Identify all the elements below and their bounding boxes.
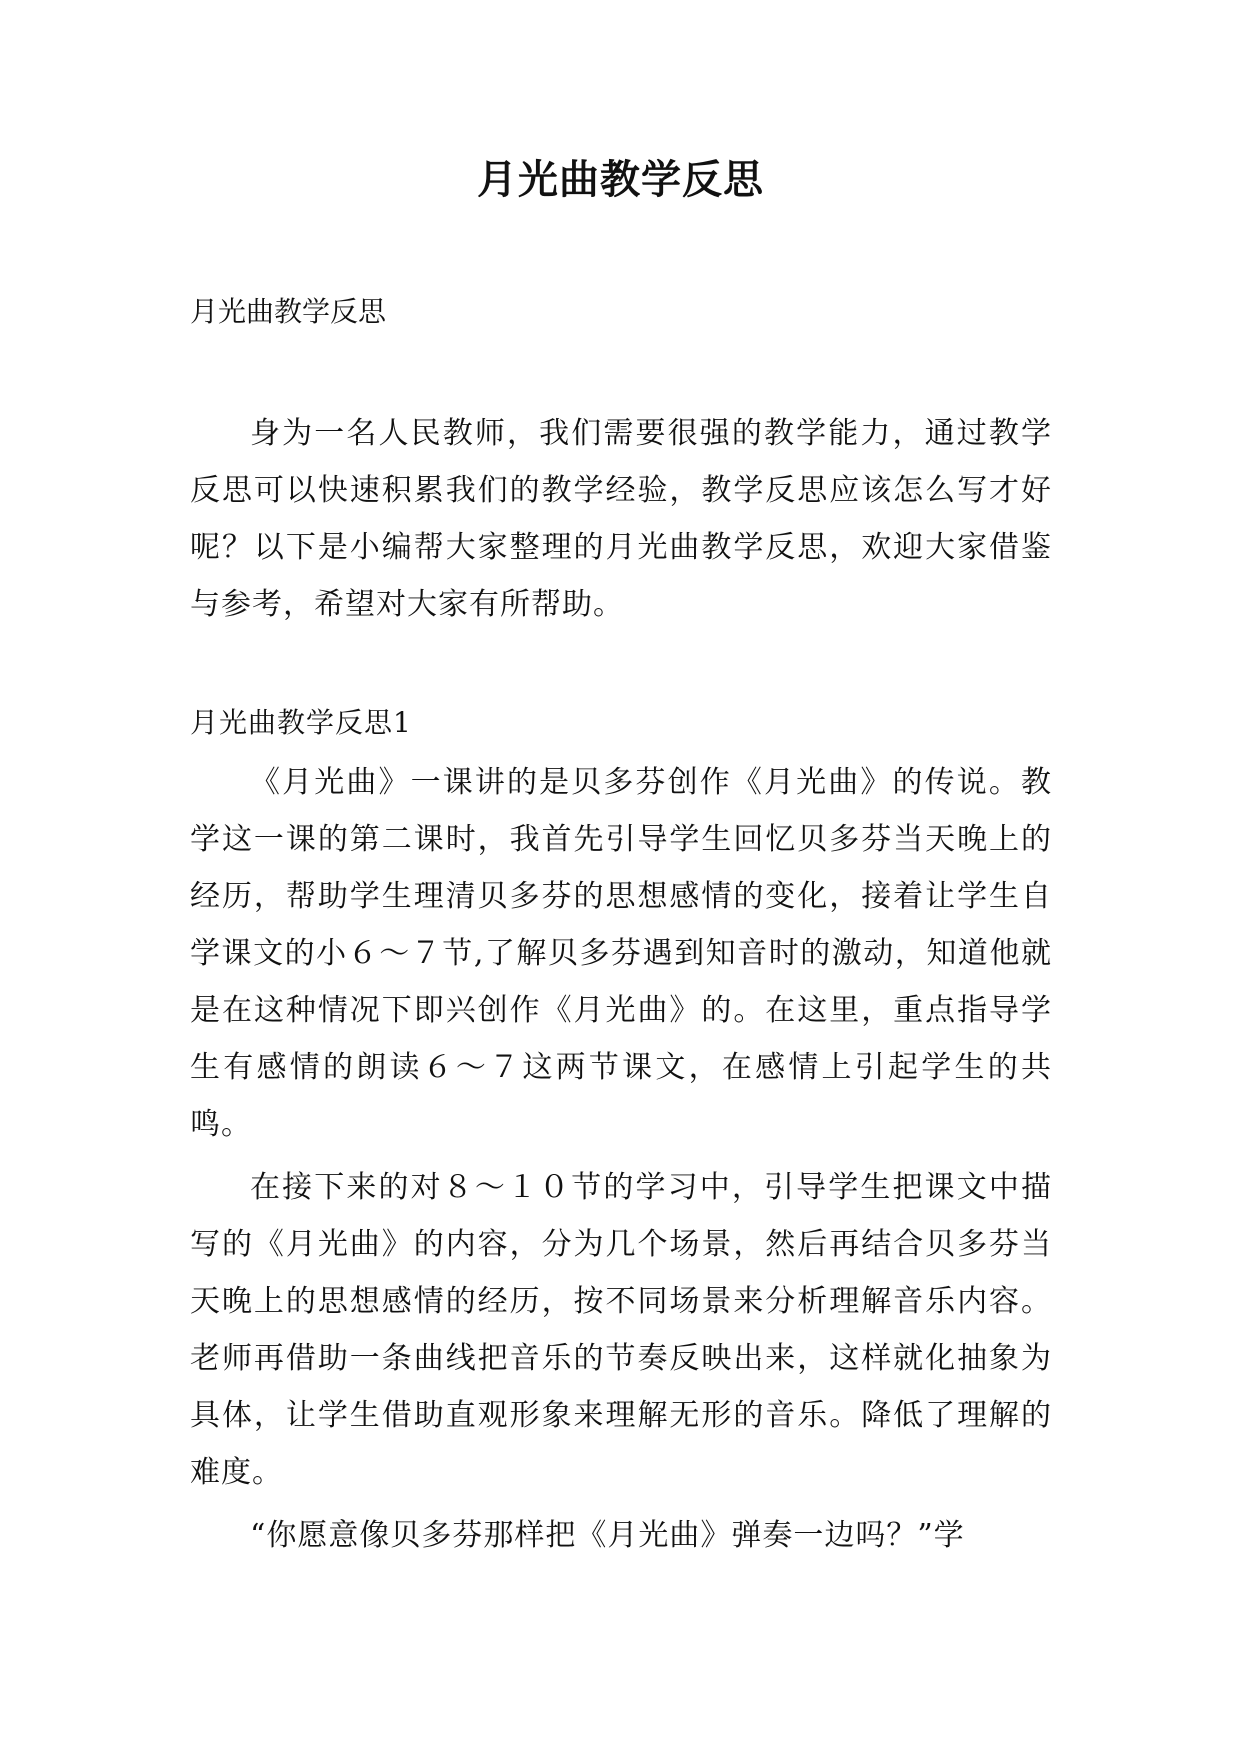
section-paragraph: “你愿意像贝多芬那样把《月光曲》弹奏一边吗？”学 xyxy=(250,1518,965,1553)
section-paragraph: 《月光曲》一课讲的是贝多芬创作《月光曲》的传说。教学这一课的第二课时，我首先引导学生回忆贝多芬当天晚上的经历，帮助学生理清贝多芬的思想感情的变化，接着让学生自学课文的小６～７节,了解贝多芬遇到知音时的激动，知道他就是在这种情况下即兴创作《月光曲》的。在这里，重点指导学生有感情的朗读６～７这两节课文，在感情上引起学生的共鸣。 xyxy=(190,765,1052,1142)
intro-block xyxy=(190,405,1052,633)
section-paragraph: 在接下来的对８～１０节的学习中，引导学生把课文中描写的《月光曲》的内容，分为几个场景，然后再结合贝多芬当天晚上的思想感情的经历，按不同场景来分析理解音乐内容。老师再借助一条曲线把音乐的节奏反映出来，这样就化抽象为具体，让学生借助直观形象来理解无形的音乐。降低了理解的难度。 xyxy=(190,1170,1052,1490)
document-subtitle: 月光曲教学反思 xyxy=(190,295,387,328)
section-1 xyxy=(190,698,1052,1570)
section-heading: 月光曲教学反思1 xyxy=(190,706,412,739)
document-title: 月光曲教学反思 xyxy=(477,157,764,203)
intro-paragraph: 身为一名人民教师，我们需要很强的教学能力，通过教学反思可以快速积累我们的教学经验，教学反思应该怎么写才好呢？以下是小编帮大家整理的月光曲教学反思，欢迎大家借鉴与参考，希望对大家有所帮助。 xyxy=(190,416,1052,622)
